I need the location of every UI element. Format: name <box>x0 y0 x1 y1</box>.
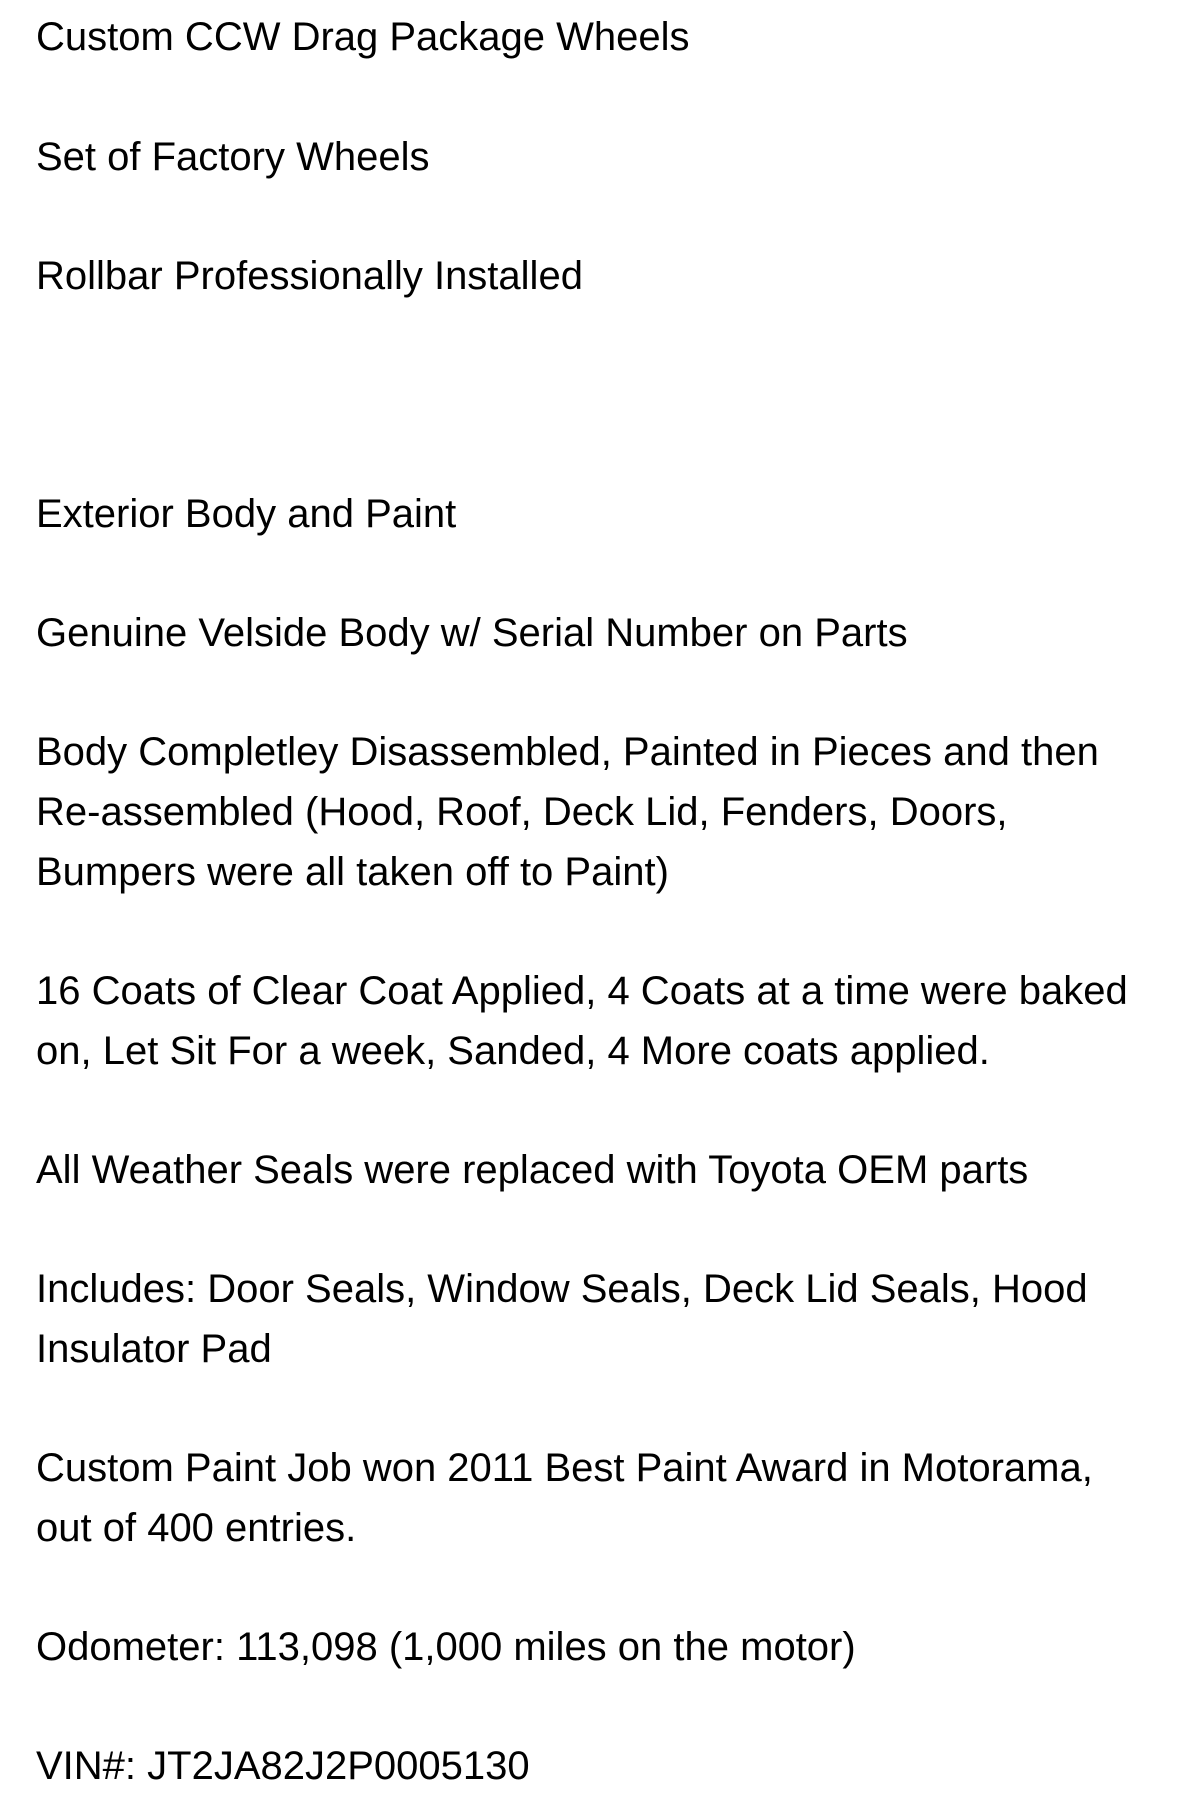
wheels-line: Custom CCW Drag Package Wheels <box>36 15 690 59</box>
odometer-line: Odometer: 113,098 (1,000 miles on the motor) <box>36 1625 856 1669</box>
velside-body-line: Genuine Velside Body w/ Serial Number on Parts <box>36 611 908 655</box>
factory-wheels-line: Set of Factory Wheels <box>36 135 430 179</box>
disassembly-paragraph: Body Completley Disassembled, Painted in Pieces and then Re-assembled (Hood, Roof, Deck Lid, Fenders, Doors, Bumpers were all taken off to Paint) <box>36 730 1099 894</box>
vin-line: VIN#: JT2JA82J2P0005130 <box>36 1744 530 1788</box>
rollbar-line: Rollbar Professionally Installed <box>36 254 583 298</box>
weather-seals-line: All Weather Seals were replaced with Toyota OEM parts <box>36 1148 1029 1192</box>
seals-includes-paragraph: Includes: Door Seals, Window Seals, Deck Lid Seals, Hood Insulator Pad <box>36 1267 1088 1371</box>
clear-coat-paragraph: 16 Coats of Clear Coat Applied, 4 Coats at a time were baked on, Let Sit For a week, Sanded, 4 More coats applied. <box>36 969 1128 1073</box>
paint-award-paragraph: Custom Paint Job won 2011 Best Paint Award in Motorama, out of 400 entries. <box>36 1446 1093 1550</box>
section-heading-exterior: Exterior Body and Paint <box>36 492 457 536</box>
